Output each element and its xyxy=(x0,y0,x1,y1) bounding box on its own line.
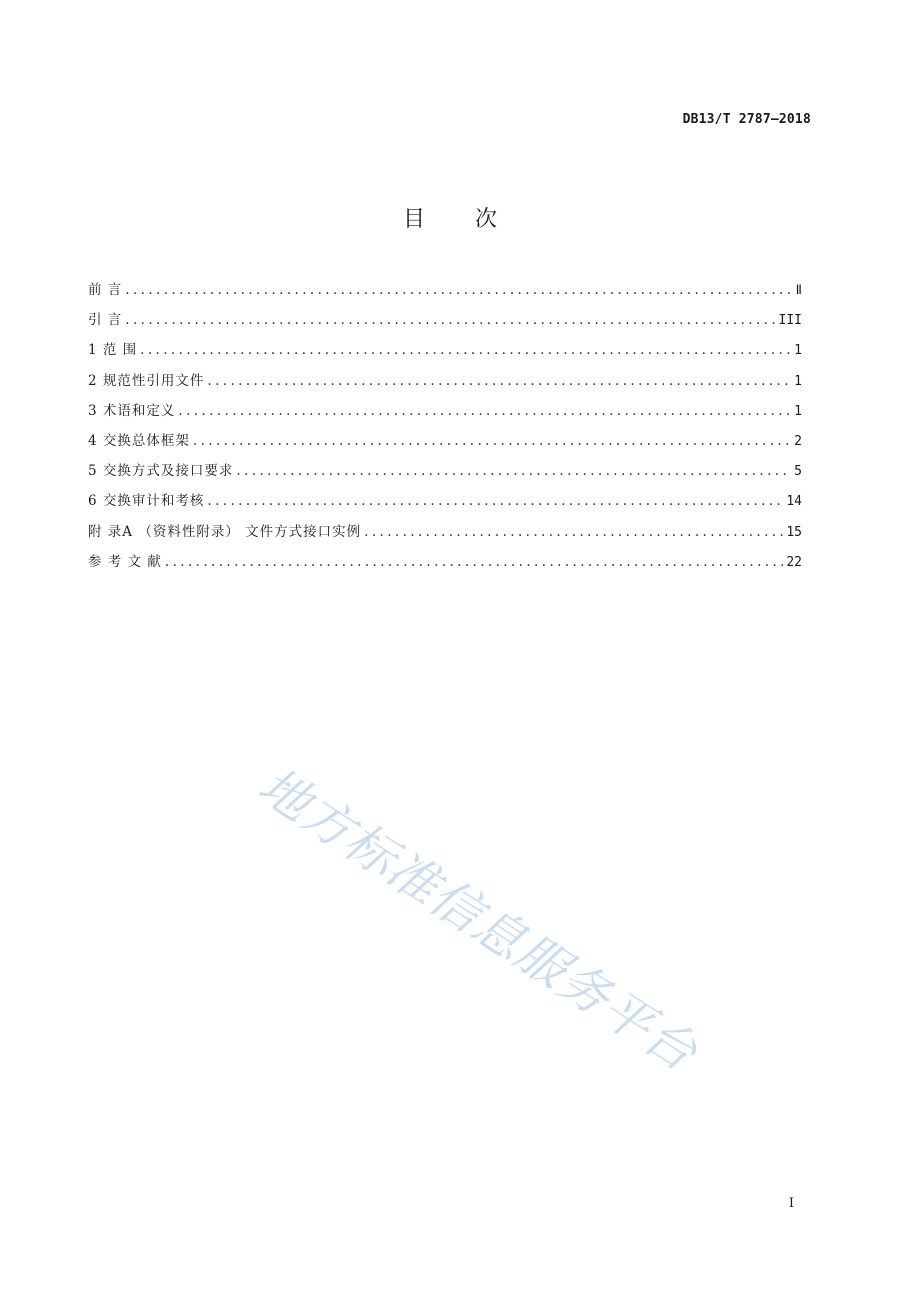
toc-entry-page: 1 xyxy=(794,373,802,389)
toc-leader-dots xyxy=(125,312,775,328)
toc-entry-page: 22 xyxy=(786,554,802,570)
toc-entry-label: 参 考 文 献 xyxy=(88,553,162,570)
page-title: 目次 xyxy=(402,207,547,232)
table-of-contents xyxy=(88,278,802,580)
toc-entry-page: 15 xyxy=(786,524,802,540)
toc-leader-dots xyxy=(207,493,783,509)
toc-entry-label: 2 规范性引用文件 xyxy=(88,372,205,389)
toc-entry-label: 前 言 xyxy=(88,282,123,298)
toc-entry[interactable] xyxy=(88,429,802,459)
toc-entry-page: 14 xyxy=(786,494,802,510)
toc-entry[interactable] xyxy=(88,278,802,308)
toc-leader-dots xyxy=(364,524,783,540)
toc-entry[interactable] xyxy=(88,489,802,519)
toc-leader-dots xyxy=(165,554,783,570)
toc-leader-dots xyxy=(178,403,791,419)
toc-entry-label: 1 范 围 xyxy=(88,342,138,359)
toc-entry[interactable] xyxy=(88,520,802,550)
toc-entry[interactable] xyxy=(88,399,802,429)
page-number: I xyxy=(788,1196,794,1211)
toc-entry-page: 5 xyxy=(794,464,802,480)
toc-entry-page: III xyxy=(778,313,802,329)
watermark: 地方标准信息服务平台 xyxy=(248,756,708,1083)
toc-entry-label: 5 交换方式及接口要求 xyxy=(88,463,234,480)
toc-entry-page: 2 xyxy=(794,433,802,449)
toc-leader-dots xyxy=(236,463,791,479)
toc-entry[interactable] xyxy=(88,550,802,580)
toc-entry-label: 附 录A （资料性附录） 文件方式接口实例 xyxy=(88,523,362,540)
toc-entry[interactable] xyxy=(88,338,802,368)
document-code: DB13/T 2787—2018 xyxy=(682,112,811,127)
toc-leader-dots xyxy=(125,282,792,298)
toc-entry[interactable] xyxy=(88,369,802,399)
toc-entry-label: 6 交换审计和考核 xyxy=(88,493,205,510)
toc-leader-dots xyxy=(207,373,791,389)
toc-entry[interactable] xyxy=(88,308,802,338)
toc-entry-page: 1 xyxy=(794,343,802,359)
toc-entry-label: 3 术语和定义 xyxy=(88,402,176,419)
toc-entry-page: 1 xyxy=(794,403,802,419)
toc-leader-dots xyxy=(140,342,791,358)
toc-entry-page: Ⅱ xyxy=(795,283,802,298)
toc-entry[interactable] xyxy=(88,459,802,489)
toc-entry-label: 引 言 xyxy=(88,312,123,329)
toc-entry-label: 4 交换总体框架 xyxy=(88,432,190,449)
toc-leader-dots xyxy=(193,433,791,449)
